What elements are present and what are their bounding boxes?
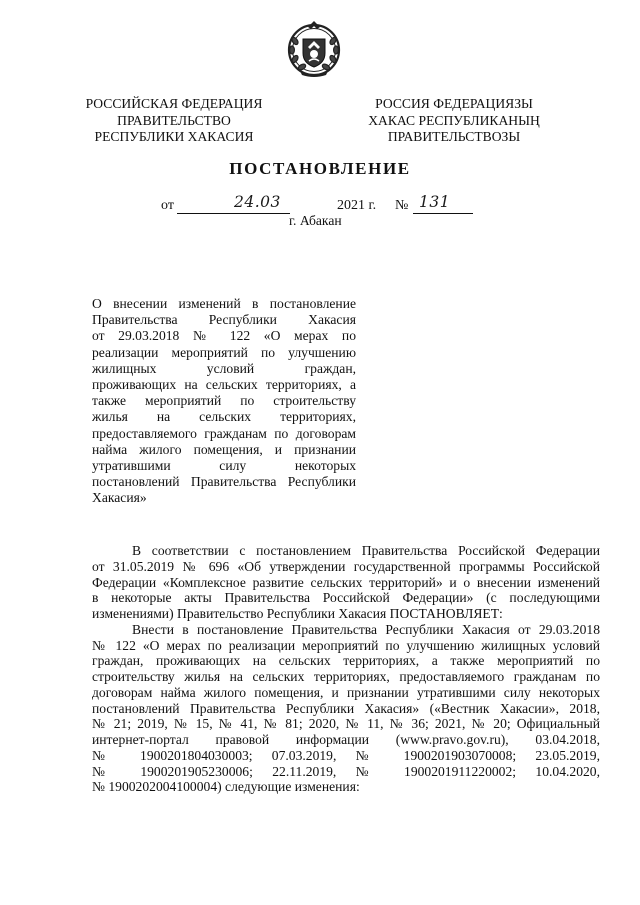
header-left-line: РОССИЙСКАЯ ФЕДЕРАЦИЯ (85, 96, 263, 111)
subject-line: жилищных условий граждан, (92, 360, 356, 376)
body-line: № 122 «О мерах по реализации мероприятий по улучшению жилищных условий (92, 637, 600, 653)
header-right-line: РОССИЯ ФЕДЕРАЦИЯЗЫ (375, 96, 533, 111)
subject-line: предоставляемого гражданам по договорам (92, 425, 356, 441)
body-line: № 1900201804030003; 07.03.2019, № 1900201903070008; 23.05.2019, (92, 747, 600, 763)
subject-line: жилья на сельских территориях, (92, 409, 356, 425)
header-right-line: ХАКАС РЕСПУБЛИКАНЫҢ (368, 112, 540, 128)
header-left-line: ПРАВИТЕЛЬСТВО (117, 112, 231, 128)
body-line: Внести в постановление Правительства Республики Хакасия от 29.03.2018 (132, 621, 600, 637)
body-line: № 1900201905230006; 22.11.2019, № 1900201911220002; 10.04.2020, (92, 763, 600, 779)
subject-line: Хакасия» (92, 490, 147, 506)
subject-line: проживающих на сельских территориях, а (92, 376, 356, 392)
number-label: № (395, 198, 409, 213)
handwritten-date: 24.03 (234, 193, 281, 211)
body-line: от 31.05.2019 № 696 «Об утверждении государственной программы Российской (92, 558, 600, 574)
body-line: В соответствии с постановлением Правительства Российской Федерации (132, 543, 600, 558)
header-right-line: ПРАВИТЕЛЬСТВОЗЫ (387, 129, 521, 144)
body-line: № 21; 2019, № 15, № 41, № 81; 2020, № 11, № 36; 2021, № 20; Официальный (92, 716, 600, 732)
coat-of-arms-icon (286, 19, 342, 79)
header-left (82, 96, 266, 146)
subject-line: также мероприятий по строительству (92, 393, 356, 409)
body-line: Федерации «Комплексное развитие сельских территорий» и о внесении изменений (92, 574, 600, 590)
subject-line: найма жилого помещения, и признании (92, 441, 356, 457)
body-line: договорам найма жилого помещения, и признании утратившими силу некоторых (92, 684, 600, 700)
year-label: 2021 г. (337, 198, 377, 213)
body-line: граждан, проживающих на сельских территориях, а также мероприятий по (92, 653, 600, 669)
document-title: ПОСТАНОВЛЕНИЕ (229, 159, 411, 178)
number-underline (413, 213, 473, 214)
body-line: № 1900202004100004) следующие изменения: (92, 779, 360, 795)
subject-line: реализации мероприятий по улучшению (92, 344, 356, 360)
subject-line: от 29.03.2018 № 122 «О мерах по (92, 328, 356, 344)
subject-block (92, 296, 356, 506)
city-label: г. Абакан (289, 213, 342, 228)
body-text (92, 543, 600, 795)
subject-line: Правительства Республики Хакасия (92, 312, 356, 328)
body-line: в некоторые акты Правительства Российской Федерации» (с последующими (92, 590, 600, 606)
header-left-line: РЕСПУБЛИКИ ХАКАСИЯ (94, 129, 254, 144)
from-label: от (161, 198, 174, 213)
subject-line: утратившими силу некоторых (92, 457, 356, 473)
body-line: интернет-портал правовой информации (www.pravo.gov.ru), 03.04.2018, (92, 732, 600, 747)
subject-line: постановлений Правительства Республики (92, 474, 356, 490)
body-line: строительству жилья на сельских территориях, предоставляемого гражданам по (92, 669, 600, 684)
subject-line: О внесении изменений в постановление (92, 296, 356, 311)
date-underline (177, 213, 290, 214)
handwritten-number: 131 (419, 193, 451, 211)
header-right (364, 96, 544, 146)
body-line: постановлений Правительства Республики Хакасия» («Вестник Хакасии», 2018, (92, 700, 600, 716)
body-line: изменениями) Правительство Республики Хакасия ПОСТАНОВЛЯЕТ: (92, 606, 503, 621)
